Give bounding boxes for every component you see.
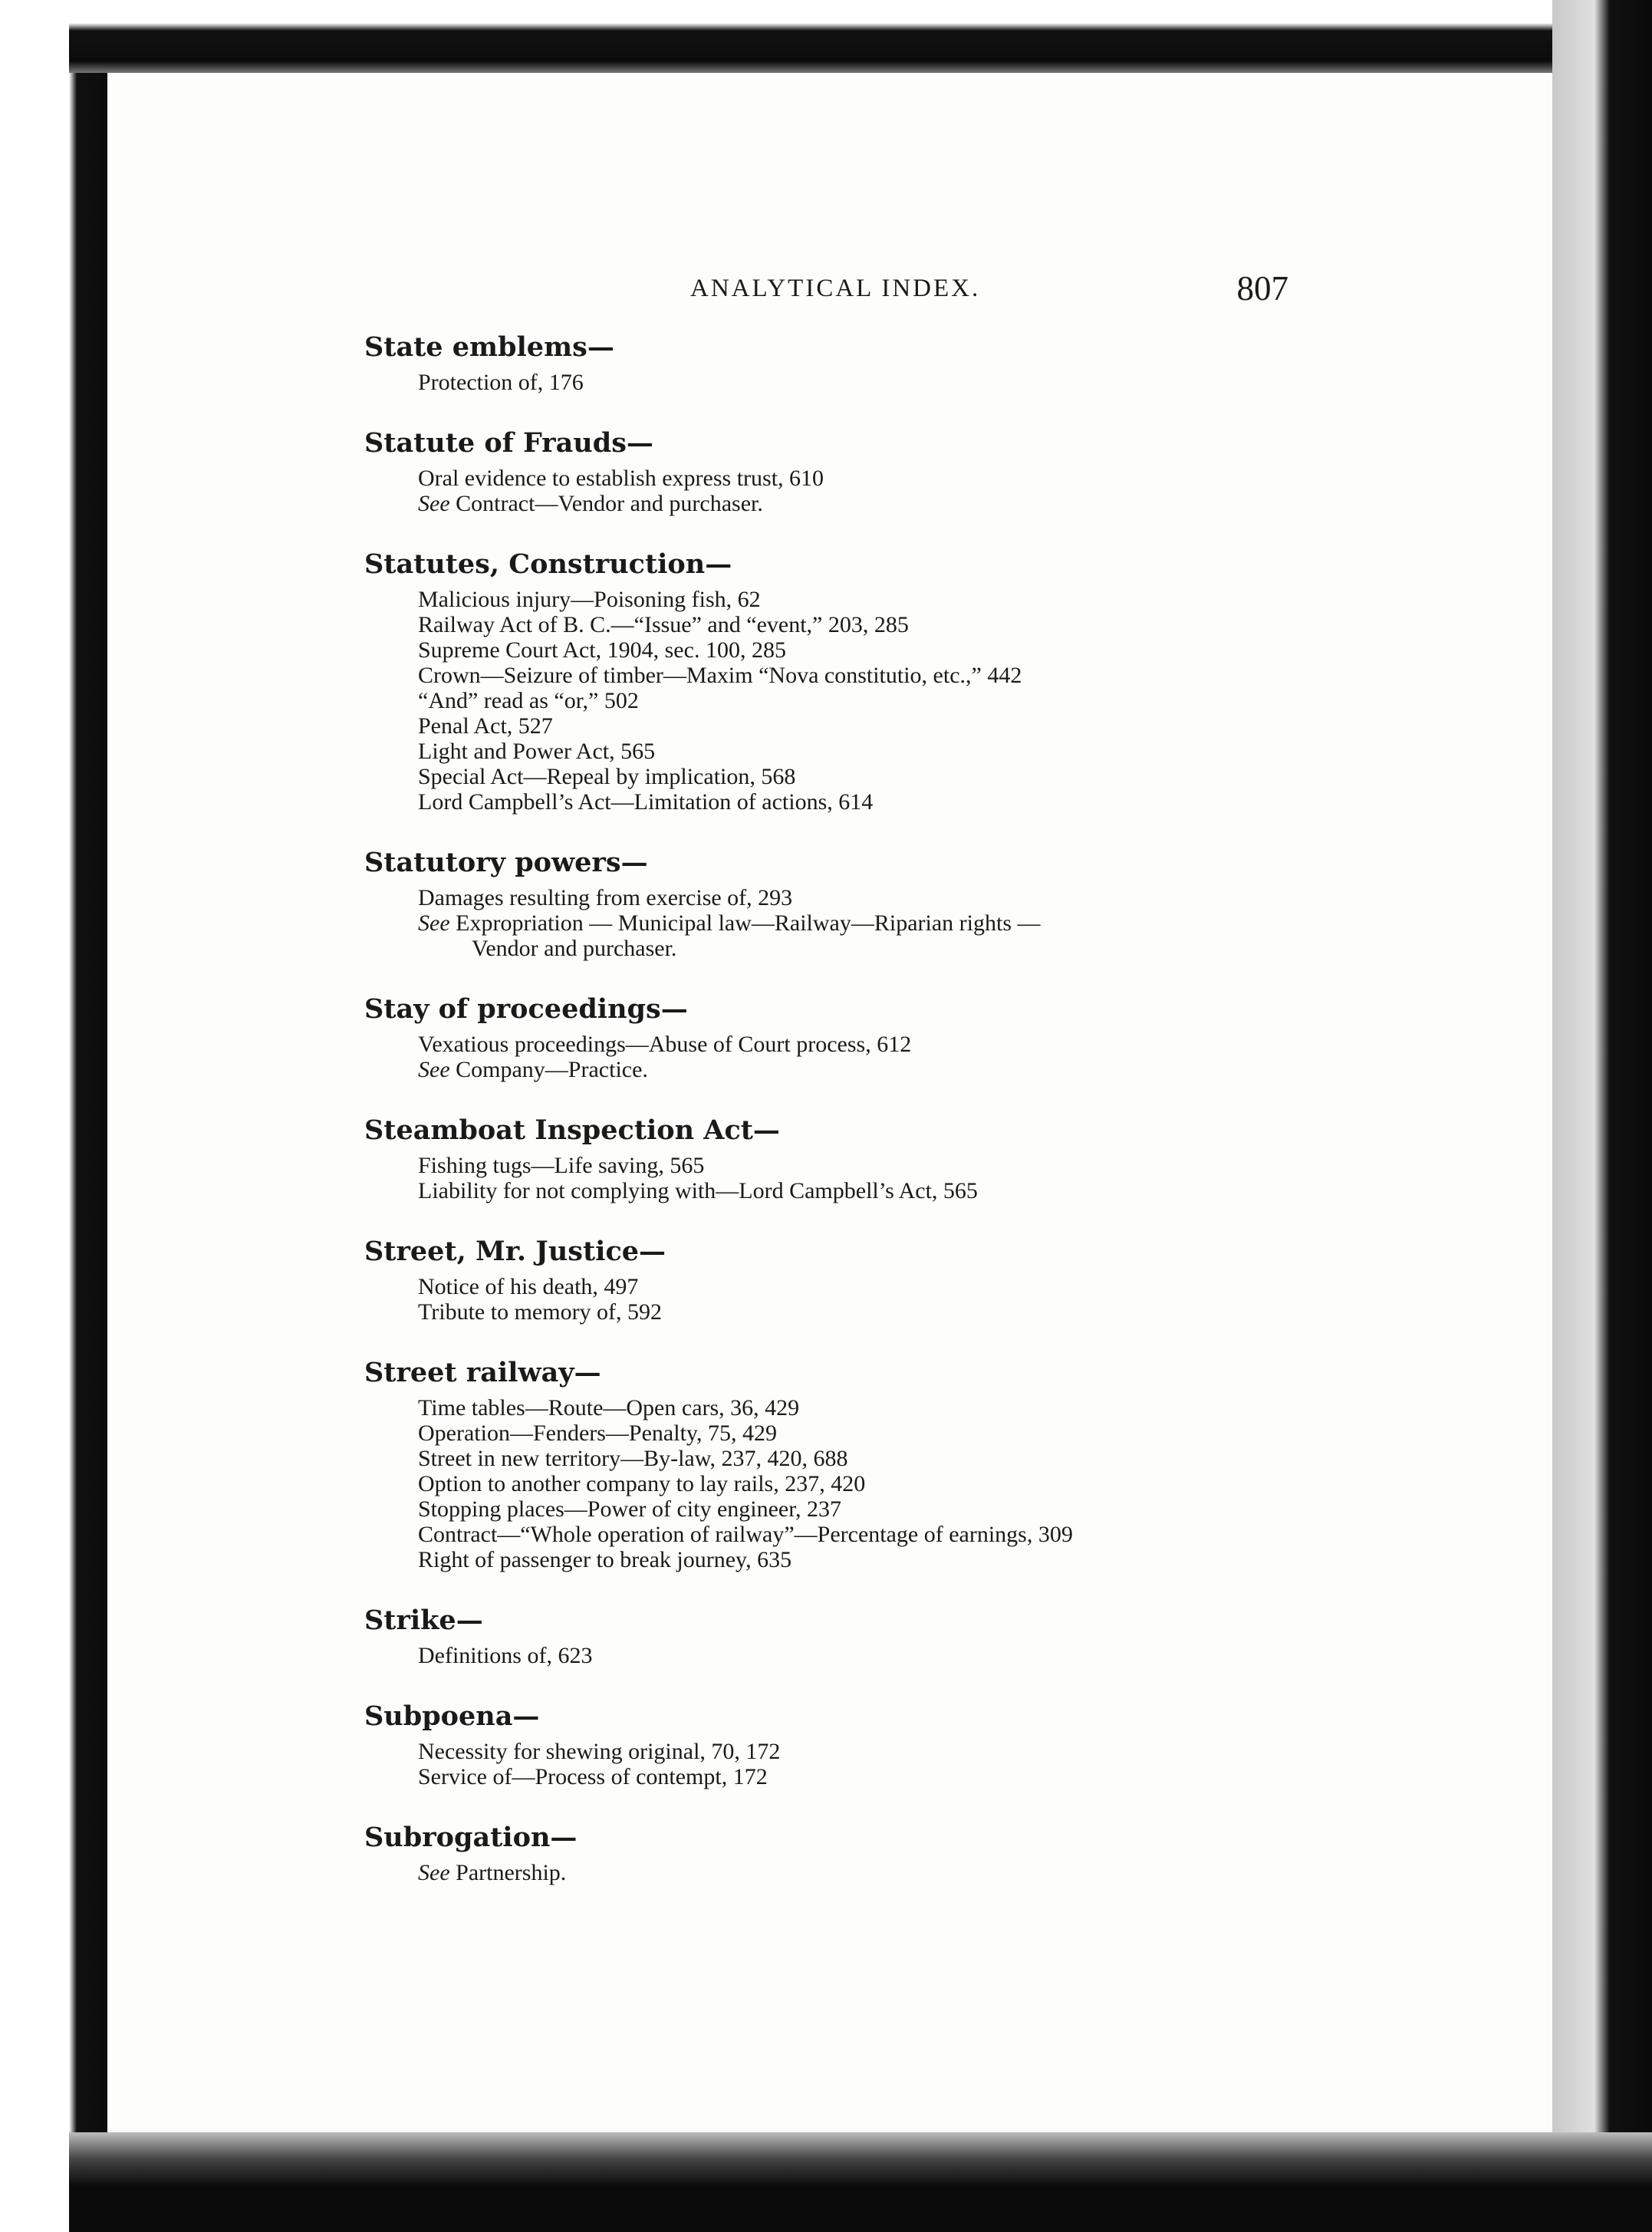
- subentry: Street in new territory—By-law, 237, 420, 688: [418, 1446, 848, 1471]
- see-target: Partnership.: [456, 1860, 567, 1885]
- entry-subentries: [364, 1153, 1407, 1203]
- index-entry-statutory-powers: [364, 845, 1407, 961]
- see-label: See: [418, 1860, 450, 1885]
- see-reference: [418, 1057, 1407, 1082]
- entry-subentries: [364, 370, 1407, 395]
- scan-top-edge: [69, 0, 1652, 73]
- index-entry-street-railway: [364, 1355, 1407, 1572]
- subentry: Notice of his death, 497: [418, 1274, 639, 1299]
- subentry: “And” read as “or,” 502: [418, 688, 639, 713]
- entry-subentries: [364, 1274, 1407, 1325]
- entry-subentries: [364, 1395, 1407, 1572]
- see-label: See: [418, 1057, 450, 1082]
- subentry: Time tables—Route—Open cars, 36, 429: [418, 1395, 800, 1421]
- subentry: Special Act—Repeal by implication, 568: [418, 764, 796, 789]
- index-entry-subpoena: [364, 1699, 1407, 1789]
- subentry: Right of passenger to break journey, 635: [418, 1547, 792, 1572]
- subentry: Necessity for shewing original, 70, 172: [418, 1739, 781, 1764]
- entry-heading: Subpoena—: [364, 1700, 540, 1732]
- see-reference: [418, 910, 1407, 936]
- entry-heading: Strike—: [364, 1605, 483, 1636]
- subentry: Operation—Fenders—Penalty, 75, 429: [418, 1421, 777, 1446]
- see-label: See: [418, 491, 450, 516]
- see-target: Contract—Vendor and purchaser.: [456, 491, 763, 516]
- index-entry-statute-of-frauds: [364, 426, 1407, 516]
- subentry: Vexatious proceedings—Abuse of Court process, 612: [418, 1032, 912, 1057]
- subentry: Option to another company to lay rails, 237, 420: [418, 1471, 866, 1496]
- subentry: Light and Power Act, 565: [418, 739, 656, 764]
- index-entry-street-mr-justice: [364, 1234, 1407, 1325]
- entry-heading: Steamboat Inspection Act—: [364, 1114, 780, 1146]
- entry-heading: Street, Mr. Justice—: [364, 1236, 666, 1267]
- entry-subentries: [364, 1643, 1407, 1668]
- see-reference: [418, 1860, 1407, 1885]
- subentry: Damages resulting from exercise of, 293: [418, 885, 793, 910]
- index-entry-strike: [364, 1603, 1407, 1668]
- see-label: See: [418, 910, 450, 936]
- subentry: Tribute to memory of, 592: [418, 1299, 663, 1325]
- entry-heading: Street railway—: [364, 1357, 601, 1388]
- subentry: Oral evidence to establish express trust, 610: [418, 466, 824, 491]
- entry-heading: Statutes, Construction—: [364, 548, 732, 580]
- subentry: Stopping places—Power of city engineer, 237: [418, 1496, 842, 1522]
- entry-heading: Stay of proceedings—: [364, 993, 688, 1025]
- see-reference-continued: Vendor and purchaser.: [472, 936, 677, 961]
- analytical-index: [364, 330, 1407, 1885]
- subentry: Railway Act of B. C.—“Issue” and “event,” 203, 285: [418, 612, 909, 637]
- page-number: 807: [1236, 269, 1288, 308]
- running-head: ANALYTICAL INDEX.: [690, 275, 981, 302]
- index-entry-steamboat-inspection-act: [364, 1113, 1407, 1203]
- index-entry-state-emblems: [364, 330, 1407, 395]
- index-entry-stay-of-proceedings: [364, 992, 1407, 1082]
- entry-heading: State emblems—: [364, 331, 614, 363]
- index-entry-statutes-construction: [364, 547, 1407, 815]
- subentry: Definitions of, 623: [418, 1643, 593, 1668]
- index-entry-subrogation: [364, 1820, 1407, 1885]
- entry-subentries: [364, 885, 1407, 961]
- entry-subentries: [364, 1739, 1407, 1789]
- scan-binding-edge: [0, 0, 107, 2232]
- see-target: Company—Practice.: [456, 1057, 648, 1082]
- see-target: Expropriation — Municipal law—Railway—Riparian rights —: [456, 910, 1041, 936]
- entry-subentries: [364, 466, 1407, 516]
- subentry: Service of—Process of contempt, 172: [418, 1764, 768, 1789]
- entry-heading: Statute of Frauds—: [364, 427, 653, 459]
- entry-subentries: [364, 1860, 1407, 1885]
- subentry: Lord Campbell’s Act—Limitation of actions, 614: [418, 789, 874, 815]
- scan-bottom-edge: [69, 2132, 1652, 2232]
- subentry: Liability for not complying with—Lord Campbell’s Act, 565: [418, 1178, 978, 1203]
- entry-subentries: [364, 1032, 1407, 1082]
- see-reference: [418, 491, 1407, 516]
- subentry: Contract—“Whole operation of railway”—Percentage of earnings, 309: [418, 1522, 1073, 1547]
- entry-heading: Subrogation—: [364, 1822, 578, 1853]
- page-header: [690, 268, 1288, 307]
- subentry: Supreme Court Act, 1904, sec. 100, 285: [418, 637, 786, 663]
- scan-right-edge: [1552, 0, 1652, 2232]
- entry-subentries: [364, 587, 1407, 815]
- subentry: Protection of, 176: [418, 370, 584, 395]
- subentry: Malicious injury—Poisoning fish, 62: [418, 587, 761, 612]
- subentry: Crown—Seizure of timber—Maxim “Nova constitutio, etc.,” 442: [418, 663, 1022, 688]
- subentry: Penal Act, 527: [418, 713, 553, 739]
- entry-heading: Statutory powers—: [364, 847, 648, 878]
- subentry: Fishing tugs—Life saving, 565: [418, 1153, 705, 1178]
